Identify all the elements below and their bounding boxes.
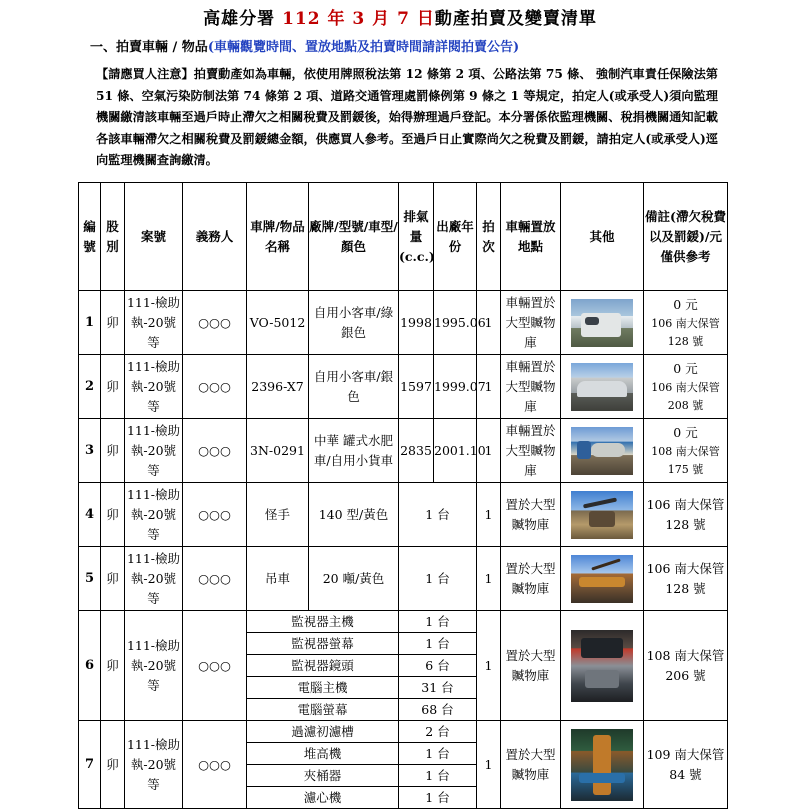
table-row (79, 419, 728, 483)
item-qty: 1 台 (399, 787, 477, 809)
row-remark (644, 355, 728, 419)
header-location: 車輛置放地點 (501, 183, 561, 291)
header-share: 股別 (101, 183, 125, 291)
row-photo-cell (561, 721, 644, 809)
row-photo-cell (561, 483, 644, 547)
row-times: 1 (477, 419, 501, 483)
item-qty: 1 台 (399, 743, 477, 765)
header-no: 編號 (79, 183, 101, 291)
item-name: 監視器鏡頭 (247, 655, 399, 677)
page-title (0, 4, 800, 29)
row-times: 1 (477, 721, 501, 809)
row-photo-cell (561, 547, 644, 611)
remark-note: 108 南大保管 175 號 (651, 444, 720, 476)
item-qty: 6 台 (399, 655, 477, 677)
row-qty: 1 台 (399, 547, 477, 611)
table-row (79, 291, 728, 355)
tanker-truck-photo[interactable] (571, 427, 633, 475)
header-times: 拍次 (477, 183, 501, 291)
row-year: 1995.06 (434, 291, 477, 355)
row-share: 卯 (101, 419, 125, 483)
row-case: 111-檢助執-20號等 (125, 547, 183, 611)
item-name: 堆高機 (247, 743, 399, 765)
row-no: 7 (79, 721, 101, 809)
row-remark: 109 南大保管 84 號 (644, 721, 728, 809)
row-brand: 自用小客車/綠銀色 (309, 291, 399, 355)
row-obligor: ○○○ (183, 721, 247, 809)
row-case: 111-檢助執-20號等 (125, 291, 183, 355)
row-qty: 1 台 (399, 483, 477, 547)
row-case: 111-檢助執-20號等 (125, 483, 183, 547)
excavator-photo[interactable] (571, 491, 633, 539)
header-remark: 備註(滯欠稅費以及罰鍰)/元僅供參考 (644, 183, 728, 291)
row-times: 1 (477, 291, 501, 355)
row-no: 2 (79, 355, 101, 419)
header-year: 出廠年份 (434, 183, 477, 291)
row-location: 置於大型贓物庫 (501, 483, 561, 547)
row-brand: 140 型/黃色 (309, 483, 399, 547)
row-plate: 吊車 (247, 547, 309, 611)
row-brand: 20 噸/黃色 (309, 547, 399, 611)
row-obligor: ○○○ (183, 419, 247, 483)
row-photo-cell (561, 419, 644, 483)
row-photo-cell (561, 355, 644, 419)
row-remark: 106 南大保管 128 號 (644, 547, 728, 611)
title-suffix: 動產拍賣及變賣清單 (434, 9, 597, 29)
row-plate: 3N-0291 (247, 419, 309, 483)
silver-van-photo[interactable] (571, 299, 633, 347)
row-remark (644, 419, 728, 483)
section-heading (90, 36, 519, 55)
header-brand: 廠牌/型號/車型/顏色 (309, 183, 399, 291)
remark-amount: 0 元 (673, 360, 698, 376)
row-obligor: ○○○ (183, 291, 247, 355)
item-name: 監視器主機 (247, 611, 399, 633)
item-name: 過濾初濾槽 (247, 721, 399, 743)
row-photo-cell (561, 291, 644, 355)
remark-note: 106 南大保管 128 號 (651, 316, 720, 348)
item-name: 電腦主機 (247, 677, 399, 699)
title-agency: 高雄分署 (203, 9, 283, 29)
row-photo-cell (561, 611, 644, 721)
header-plate: 車牌/物品名稱 (247, 183, 309, 291)
row-times: 1 (477, 611, 501, 721)
row-share: 卯 (101, 721, 125, 809)
row-location: 車輛置於大型贓物庫 (501, 291, 561, 355)
header-obligor: 義務人 (183, 183, 247, 291)
row-no: 4 (79, 483, 101, 547)
header-cc: 排氣量(c.c.) (399, 183, 434, 291)
remark-amount: 0 元 (673, 424, 698, 440)
header-case: 案號 (125, 183, 183, 291)
row-brand: 中華 罐式水肥車/自用小貨車 (309, 419, 399, 483)
row-remark: 106 南大保管 128 號 (644, 483, 728, 547)
header-other: 其他 (561, 183, 644, 291)
table-row (79, 721, 728, 743)
item-name: 電腦螢幕 (247, 699, 399, 721)
table-row (79, 611, 728, 633)
row-share: 卯 (101, 355, 125, 419)
item-qty: 1 台 (399, 633, 477, 655)
row-share: 卯 (101, 547, 125, 611)
title-date: 112 年 3 月 7 日 (282, 9, 435, 29)
row-plate: 怪手 (247, 483, 309, 547)
table-row (79, 547, 728, 611)
row-cc: 2835 (399, 419, 434, 483)
remark-note: 106 南大保管 208 號 (651, 380, 720, 412)
row-remark (644, 291, 728, 355)
row-share: 卯 (101, 483, 125, 547)
row-obligor: ○○○ (183, 483, 247, 547)
silver-sedan-photo[interactable] (571, 363, 633, 411)
row-no: 3 (79, 419, 101, 483)
item-qty: 2 台 (399, 721, 477, 743)
row-plate: VO-5012 (247, 291, 309, 355)
item-qty: 1 台 (399, 611, 477, 633)
row-no: 6 (79, 611, 101, 721)
row-no: 1 (79, 291, 101, 355)
row-location: 置於大型贓物庫 (501, 611, 561, 721)
row-times: 1 (477, 547, 501, 611)
row-cc: 1998 (399, 291, 434, 355)
item-qty: 68 台 (399, 699, 477, 721)
table-header-row (79, 183, 728, 291)
row-share: 卯 (101, 611, 125, 721)
row-obligor: ○○○ (183, 547, 247, 611)
row-obligor: ○○○ (183, 611, 247, 721)
item-name: 濾心機 (247, 787, 399, 809)
row-brand: 自用小客車/銀色 (309, 355, 399, 419)
row-location: 車輛置於大型贓物庫 (501, 419, 561, 483)
section-label: 一、拍賣車輛 / 物品 (90, 40, 208, 55)
item-qty: 31 台 (399, 677, 477, 699)
row-remark: 108 南大保管 206 號 (644, 611, 728, 721)
row-no: 5 (79, 547, 101, 611)
section-note: (車輛觀覽時間、置放地點及拍賣時間請詳閱拍賣公告) (207, 40, 520, 55)
remark-amount: 0 元 (673, 296, 698, 312)
item-qty: 1 台 (399, 765, 477, 787)
table-row (79, 355, 728, 419)
row-case: 111-檢助執-20號等 (125, 721, 183, 809)
crane-photo[interactable] (571, 555, 633, 603)
item-name: 監視器螢幕 (247, 633, 399, 655)
row-case: 111-檢助執-20號等 (125, 355, 183, 419)
row-times: 1 (477, 483, 501, 547)
row-share: 卯 (101, 291, 125, 355)
item-name: 夾桶器 (247, 765, 399, 787)
row-year: 2001.10 (434, 419, 477, 483)
row-location: 置於大型贓物庫 (501, 721, 561, 809)
auction-table (78, 182, 728, 809)
computer-equipment-photo[interactable] (571, 630, 633, 702)
buyer-notice: 【請應買人注意】拍賣動產如為車輛，依使用牌照稅法第 12 條第 2 項、公路法第 75 條、 強制汽車責任保險法第 51 條、空氣污染防制法第 74 條第 2 項、道路交通管理處罰條例第 9 條之 1 等規定，拍定人(或承受人)須向監理機關繳清該車輛至過戶時止滯欠之相關稅費及罰鍰後，始得辦理過戶登記。本分署係依監理機關、稅捐機關通知記載各該車輛滯欠之相關稅費及罰鍰總金額，供應買人參考。至過戶日止實際尚欠之稅費及罰鍰，請拍定人(或承受人)逕向監理機關查詢繳清。 (96, 67, 718, 167)
row-case: 111-檢助執-20號等 (125, 611, 183, 721)
row-location: 置於大型贓物庫 (501, 547, 561, 611)
filter-machinery-photo[interactable] (571, 729, 633, 801)
row-obligor: ○○○ (183, 355, 247, 419)
row-year: 1999.07 (434, 355, 477, 419)
row-cc: 1597 (399, 355, 434, 419)
row-case: 111-檢助執-20號等 (125, 419, 183, 483)
row-location: 車輛置於大型贓物庫 (501, 355, 561, 419)
row-times: 1 (477, 355, 501, 419)
table-row (79, 483, 728, 547)
row-plate: 2396-X7 (247, 355, 309, 419)
